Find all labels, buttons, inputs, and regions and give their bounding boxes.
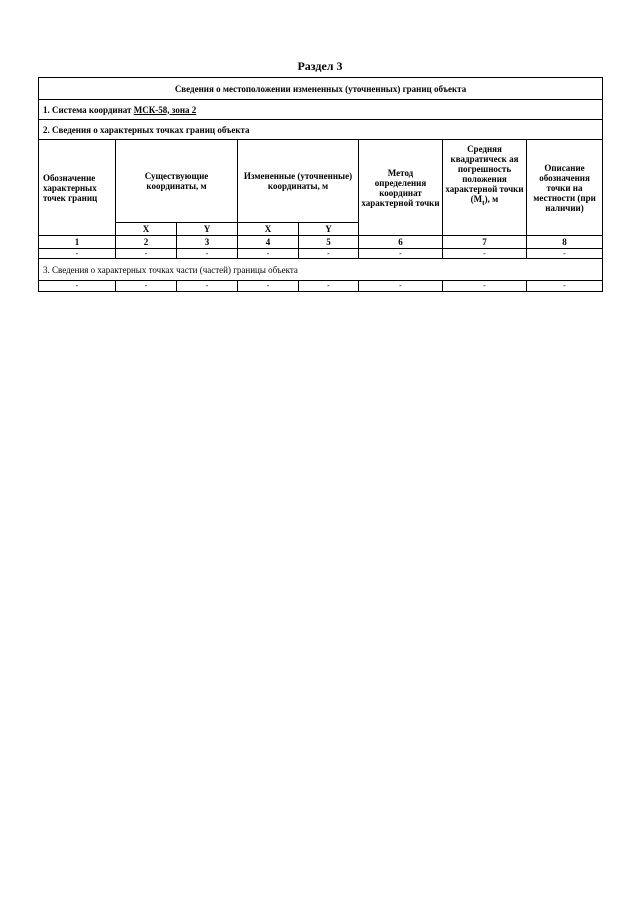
col-existing-x: X xyxy=(116,223,177,236)
col-method-label: Метод определения координат характерной точки xyxy=(361,167,440,208)
table-cell: - xyxy=(443,249,527,259)
column-numbers-row xyxy=(39,236,603,249)
column-number: 4 xyxy=(238,236,299,249)
table-cell: - xyxy=(39,281,116,292)
table-cell: - xyxy=(238,249,299,259)
col-existing-y: Y xyxy=(177,223,238,236)
col-description-label: Описание обозначения точки на местности (при наличии) xyxy=(533,162,596,213)
col-existing-header xyxy=(116,140,238,223)
table-cell: - xyxy=(359,281,443,292)
column-number: 1 xyxy=(39,236,116,249)
col-changed-header xyxy=(238,140,359,223)
col-rms-tail: ), м xyxy=(484,194,499,204)
col-changed-label: Измененные (уточненные) координаты, м xyxy=(243,171,353,191)
table-cell: - xyxy=(238,281,299,292)
section-title: Раздел 3 xyxy=(297,59,343,73)
col-changed-y: Y xyxy=(299,223,359,236)
col-rms-label: Средняя квадратическ ая погрешность положения характерной точки (M xyxy=(445,144,524,204)
table-cell: - xyxy=(116,249,177,259)
col-changed-x: X xyxy=(238,223,299,236)
col-rms-header xyxy=(443,140,527,236)
coord-system-value: МСК-58, зона 2 xyxy=(133,104,197,115)
table-row xyxy=(39,281,603,292)
col-method-header xyxy=(359,140,443,236)
column-number: 7 xyxy=(443,236,527,249)
column-number: 2 xyxy=(116,236,177,249)
col-designation-label: Обозначение характерных точек границ xyxy=(43,172,98,203)
part-heading: 3. Сведения о характерных точках части (частей) границы объекта xyxy=(39,259,603,281)
table-cell: - xyxy=(299,249,359,259)
table-cell: - xyxy=(299,281,359,292)
column-number: 8 xyxy=(527,236,603,249)
table-cell: - xyxy=(116,281,177,292)
table-cell: - xyxy=(527,249,603,259)
table-title: Сведения о местоположении измененных (уточненных) границ объекта xyxy=(39,78,603,100)
col-description-header xyxy=(527,140,603,236)
column-number: 6 xyxy=(359,236,443,249)
table-cell: - xyxy=(527,281,603,292)
column-number: 3 xyxy=(177,236,238,249)
column-number: 5 xyxy=(299,236,359,249)
coord-system-row xyxy=(39,100,603,120)
boundary-table xyxy=(38,77,603,292)
col-designation-header xyxy=(39,140,116,236)
points-heading: 2. Сведения о характерных точках границ объекта xyxy=(39,120,603,140)
table-cell: - xyxy=(177,249,238,259)
table-cell: - xyxy=(39,249,116,259)
table-row xyxy=(39,249,603,259)
table-cell: - xyxy=(443,281,527,292)
table-cell: - xyxy=(177,281,238,292)
col-rms-subscript: t xyxy=(482,197,485,207)
coord-system-label: 1. Система координат xyxy=(43,104,132,115)
col-existing-label: Существующие координаты, м xyxy=(144,171,209,191)
table-cell: - xyxy=(359,249,443,259)
